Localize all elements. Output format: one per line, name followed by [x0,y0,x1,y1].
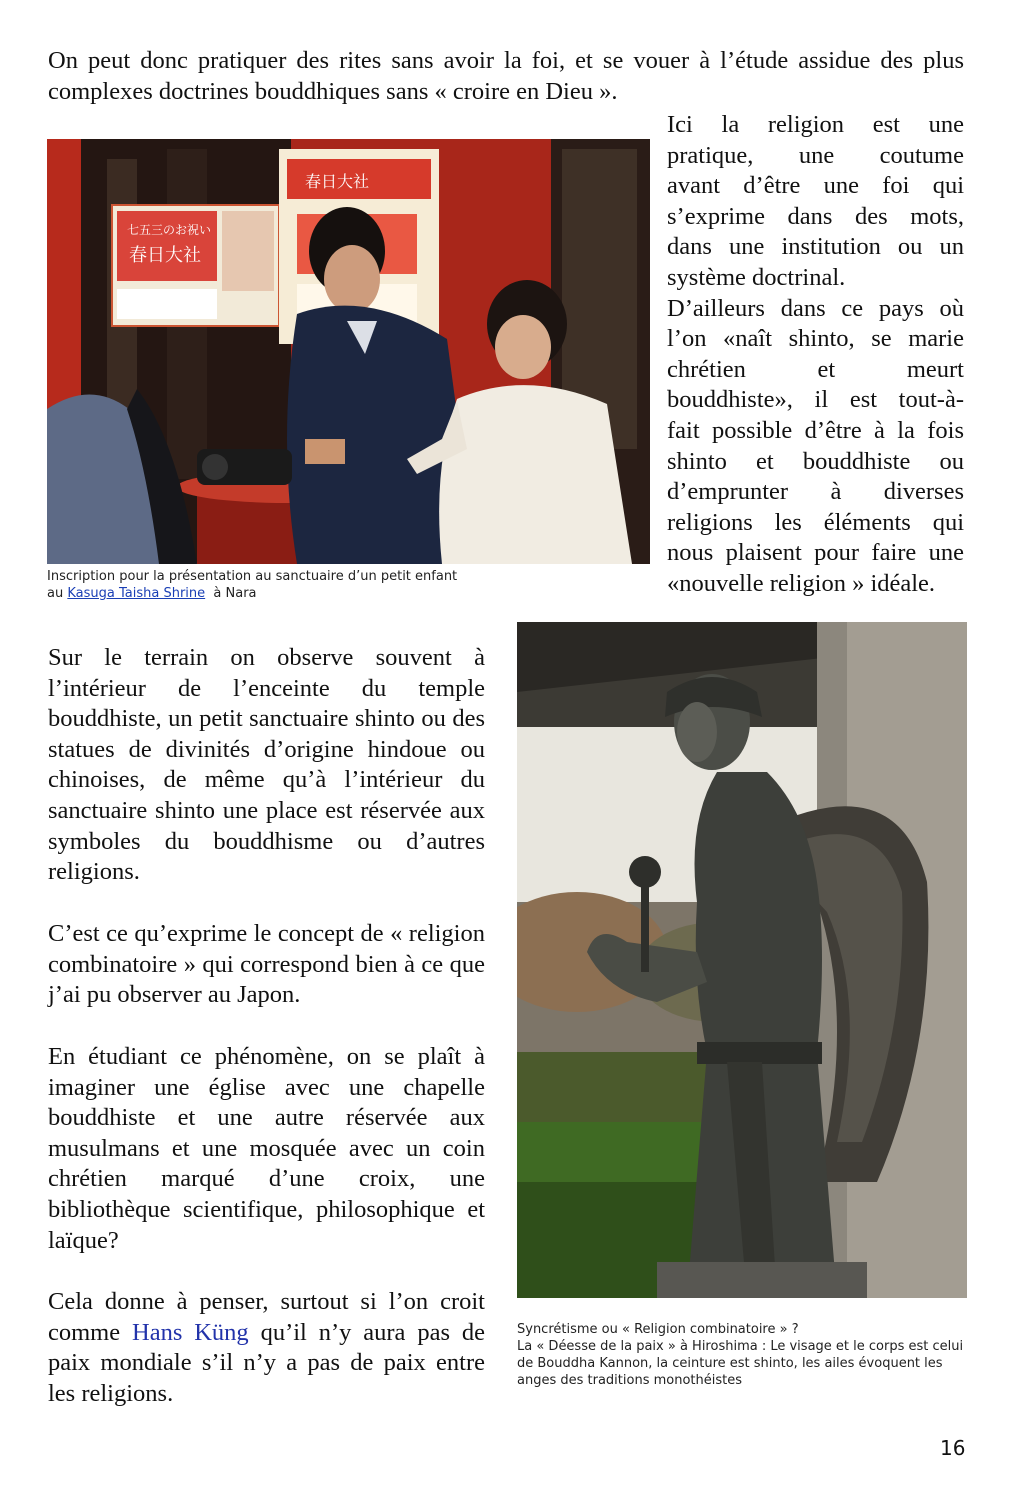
statue-photo-caption [517,1321,977,1389]
right-line: shinto et bouddhiste ou [667,447,964,475]
caption-text: Inscription pour la présentation au sanctuaire d’un petit enfant au [47,569,458,601]
right-line: dans une institution ou un [667,233,964,261]
p4-text-before: Cela donne à penser, surtout si l’on croit comme [48,1288,485,1346]
paragraph-imagine: En étudiant ce phénomène, on se plaît à imaginer une église avec une chapelle bouddhiste et une autre réservée aux musulmans et une mosquée avec un coin chrétien marqué d’une croix, une bibliothèque scientifique, philosophique et laïque? [48,1043,485,1254]
right-line: chrétien et meurt [667,355,964,383]
right-line: «nouvelle religion » idéale. [667,569,936,597]
poster-text-2: 春日大社 [129,245,201,266]
right-line: avant d’être une foi qui [667,172,964,200]
right-line: pratique, une coutume [667,141,964,169]
intro-paragraph: On peut donc pratiquer des rites sans avoir la foi, et se vouer à l’étude assidue des plus complexes doctrines bouddhiques sans « croire en Dieu ». [48,47,964,105]
right-column-text [667,110,964,600]
right-line: bouddhiste», il est tout-à- [667,386,964,414]
statue-photo [517,622,967,1298]
caption-text-end: à Nara [205,586,257,601]
right-line: l’on «naît shinto, se marie [667,325,964,353]
hans-kung-link[interactable]: Hans Küng [132,1318,249,1346]
kasuga-taisha-link[interactable]: Kasuga Taisha Shrine [67,586,206,601]
shrine-photo-caption [47,568,467,602]
paragraph-hans-kung [48,1287,485,1409]
right-line: fait possible d’être à la fois [667,416,964,444]
p4-text-after: qu’il n’y aura pas de paix mondiale s’il n’y a pas de paix entre les religions. [48,1318,485,1407]
paragraph-terrain: Sur le terrain on observe souvent à l’intérieur de l’enceinte du temple bouddhiste, un petit sanctuaire shinto ou des statues de divinités d’origine hindoue ou chinoises, de même qu’à l’intérieur du sanctuaire shinto une place est réservée aux symboles du bouddhisme ou d’autres religions. [48,644,485,886]
right-line: Ici la religion est une [667,111,964,138]
page-number: 16 [940,1436,966,1460]
right-line: nous plaisent pour faire une [667,539,964,567]
poster-text-3: 春日大社 [305,172,370,191]
statue-caption-line1: Syncrétisme ou « Religion combinatoire » ? [517,1322,799,1337]
right-line: religions les éléments qui [667,508,964,536]
paragraph-concept: C’est ce qu’exprime le concept de « religion combinatoire » qui correspond bien à ce que j’ai pu observer au Japon. [48,920,485,1009]
right-line: système doctrinal. [667,263,846,291]
poster-text-1: 七五三のお祝い [127,223,212,237]
right-line: d’emprunter à diverses [667,478,964,506]
right-line: D’ailleurs dans ce pays où [667,294,964,322]
shrine-photo [47,139,650,564]
right-line: s’exprime dans des mots, [667,202,964,230]
statue-caption-body: La « Déesse de la paix » à Hiroshima : Le visage et le corps est celui de Bouddha Kannon, la ceinture est shinto, les ailes évoquent les anges des traditions monothéistes [517,1339,964,1388]
